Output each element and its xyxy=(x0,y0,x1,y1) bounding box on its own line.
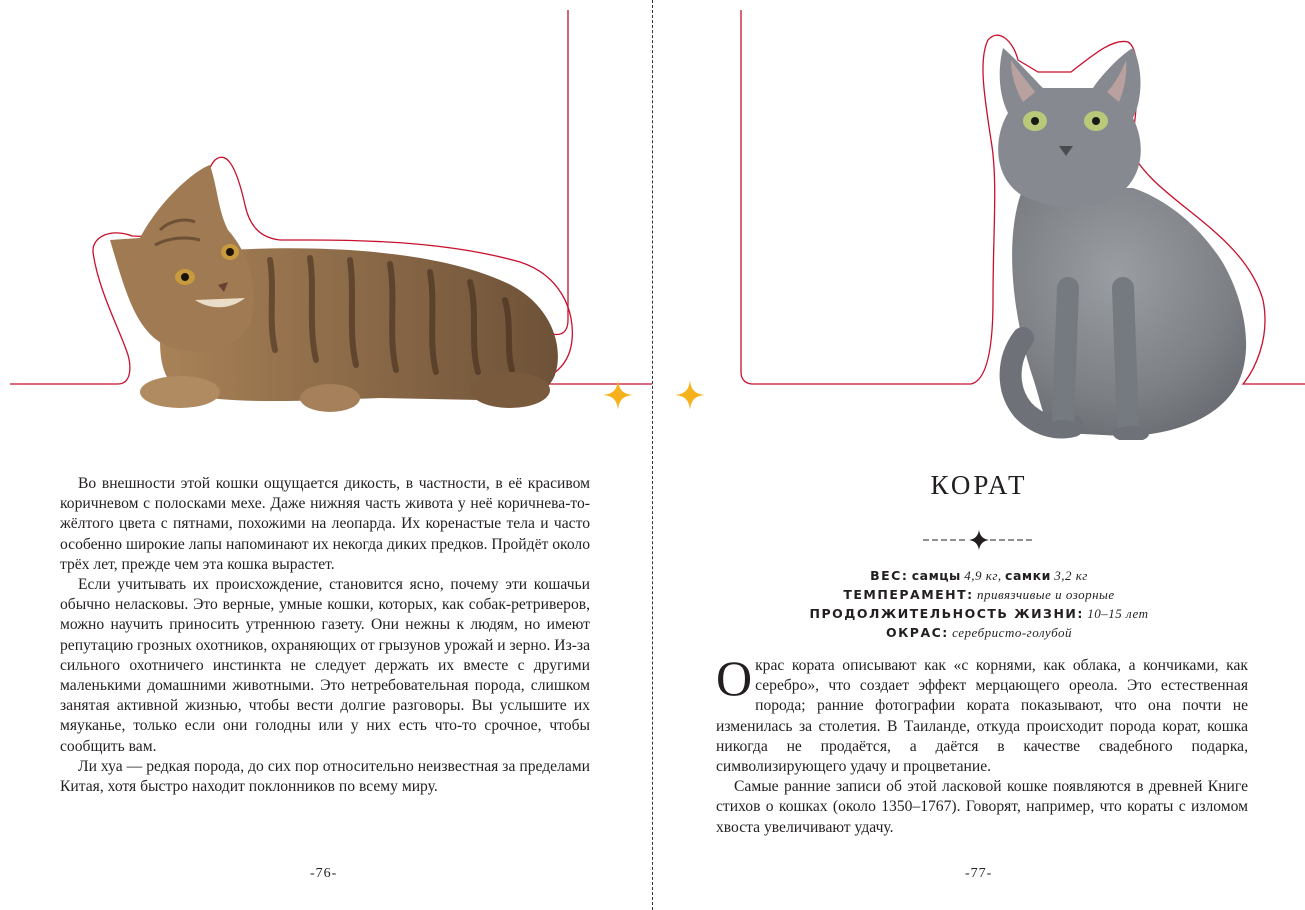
paragraph: Во внешности этой кошки ощущается дикость, в частности, в её красивом коричневом с полосками мехе. Даже нижняя часть живота у неё коричнева-то-жёлтого цвета с пятнами, похожими на леопарда. Их коренастые тела и часто особенно широкие лапы напоминают их некогда диких предков. Пройдёт около трёх лет, прежде чем эта кошка вырастет. xyxy=(60,475,590,573)
paragraph: Окрас кората описывают как «с корнями, как облака, а кончиками, как серебро», что создает эффект мерцающего ореола. Это естественная порода; ранние фотографии кората показывают, что она почти не изменилась за столетия. В Таиланде, откуда происходит порода корат, кошка никогда не продаётся, а даётся в качестве свадебного подарка, символизирующего удачу и процветание. xyxy=(716,650,1248,776)
left-page-text xyxy=(60,474,590,797)
paragraph: Самые ранние записи об этой ласковой кошке появляются в древней Книге стихов о кошках (около 1350–1767). Говорят, например, что кораты с изломом хвоста увеличивают удачу. xyxy=(716,778,1248,836)
paragraph: Если учитывать их происхождение, становится ясно, почему эти кошачьи обычно неласковы. Это верные, умные кошки, которых, как собак-ретриверов, можно научить приносить утреннюю газету. Они нежны к людям, но имеют репутацию грозных охотников, охраняющих от грызунов урожай и зерно. Из-за сильного охотничего инстинкта не следует держать их вместе с другими маленькими домашними животными. Это нетребовательная порода, слишком занятая активной жизнью, чтобы вести долгие разговоры. Вы услышите их мяуканье, только если они голодны или у них есть что-то срочное, чтобы сообщить вам. xyxy=(60,576,590,755)
spec-color: ОКРАС: серебристо-голубой xyxy=(885,625,1073,640)
breed-title: КОРАТ xyxy=(930,470,1028,500)
page-number-left: -76- xyxy=(310,866,338,881)
tabby-cat-photo xyxy=(100,160,570,415)
paragraph: Ли хуа — редкая порода, до сих пор относительно неизвестная за пределами Китая, хотя быстро находит поклонников по всему миру. xyxy=(60,757,590,796)
title-divider-ornament xyxy=(923,530,1035,550)
breed-specs xyxy=(653,566,1305,642)
page-number-right: -77- xyxy=(965,866,993,881)
star-ornament-left-icon xyxy=(603,380,633,410)
right-page-text xyxy=(716,650,1248,838)
spec-weight: ВЕС: самцы 4,9 кг, самки 3,2 кг xyxy=(870,568,1088,583)
right-page xyxy=(653,0,1305,910)
spec-lifespan: ПРОДОЛЖИТЕЛЬНОСТЬ ЖИЗНИ: 10–15 лет xyxy=(809,606,1149,621)
drop-cap: О xyxy=(716,650,753,706)
spec-temperament: ТЕМПЕРАМЕНТ: привязчивые и озорные xyxy=(843,587,1115,602)
korat-cat-photo xyxy=(983,38,1258,440)
